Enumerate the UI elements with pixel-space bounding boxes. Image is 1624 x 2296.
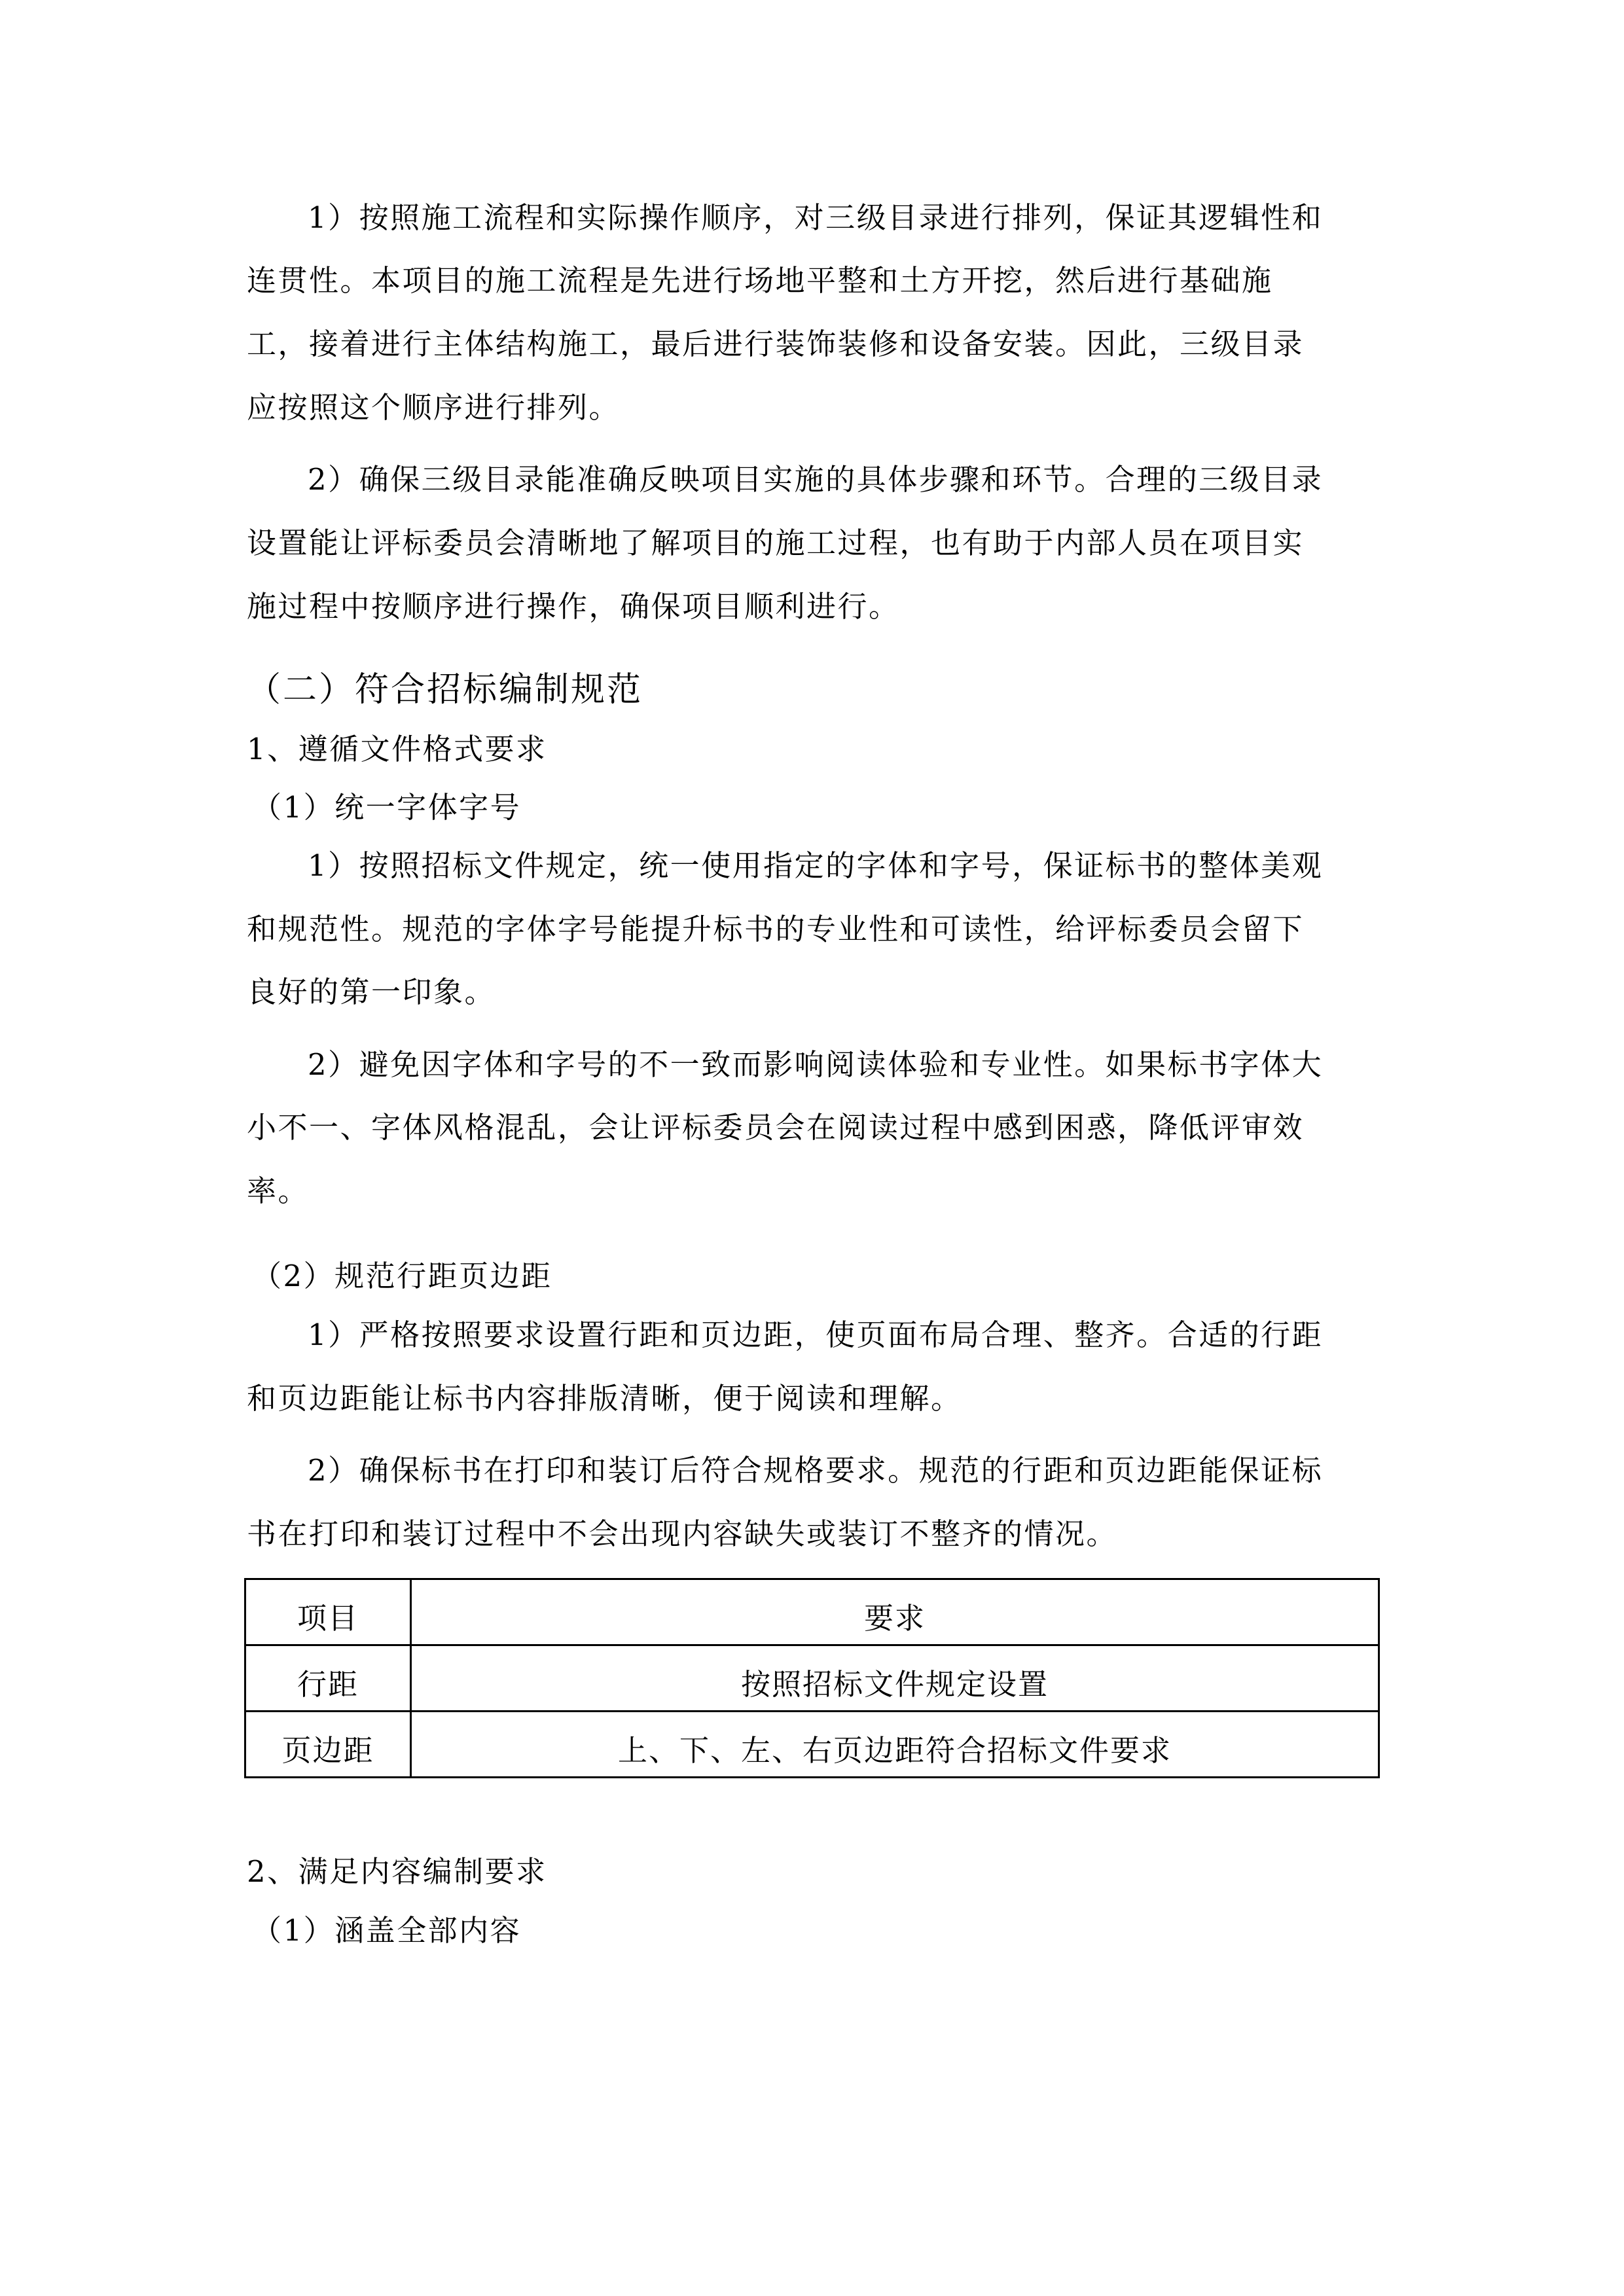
table-row [245, 1712, 1379, 1778]
paragraph-line: 设置能让评标委员会清晰地了解项目的施工过程，也有助于内部人员在项目实 [247, 526, 1305, 560]
paragraph-line: 率。 [247, 1174, 310, 1208]
sub-subsection-heading: （1）涵盖全部内容 [252, 1913, 522, 1948]
paragraph-line: 2）确保标书在打印和装订后符合规格要求。规范的行距和页边距能保证标 [308, 1453, 1324, 1488]
paragraph-line: 应按照这个顺序进行排列。 [247, 390, 621, 425]
paragraph-line: 1）严格按照要求设置行距和页边距，使页面布局合理、整齐。合适的行距 [308, 1318, 1324, 1352]
table-header-row [245, 1579, 1379, 1645]
paragraph-line: 和页边距能让标书内容排版清晰，便于阅读和理解。 [247, 1381, 962, 1416]
table-cell: 行距 [245, 1645, 411, 1712]
table-cell: 页边距 [245, 1712, 411, 1778]
paragraph-line: 工，接着进行主体结构施工，最后进行装饰装修和设备安装。因此，三级目录 [247, 327, 1305, 361]
sub-subsection-heading: （2）规范行距页边距 [252, 1259, 552, 1293]
paragraph-line: 2）避免因字体和字号的不一致而影响阅读体验和专业性。如果标书字体大 [308, 1047, 1324, 1082]
table-cell: 按照招标文件规定设置 [411, 1645, 1379, 1712]
paragraph-line: 书在打印和装订过程中不会出现内容缺失或装订不整齐的情况。 [247, 1516, 1118, 1551]
paragraph-line: 和规范性。规范的字体字号能提升标书的专业性和可读性，给评标委员会留下 [247, 912, 1305, 946]
subsection-heading: 1、遵循文件格式要求 [247, 732, 547, 766]
section-heading: （二）符合招标编制规范 [247, 670, 643, 709]
table-row [245, 1645, 1379, 1712]
table-header-cell: 项目 [245, 1579, 411, 1645]
paragraph-line: 小不一、字体风格混乱，会让评标委员会在阅读过程中感到困惑，降低评审效 [247, 1110, 1305, 1145]
paragraph-line: 1）按照施工流程和实际操作顺序，对三级目录进行排列，保证其逻辑性和 [308, 200, 1324, 235]
paragraph-line: 2）确保三级目录能准确反映项目实施的具体步骤和环节。合理的三级目录 [308, 462, 1324, 497]
table-cell: 上、下、左、右页边距符合招标文件要求 [411, 1712, 1379, 1778]
subsection-heading: 2、满足内容编制要求 [247, 1854, 547, 1889]
paragraph-line: 连贯性。本项目的施工流程是先进行场地平整和土方开挖，然后进行基础施 [247, 263, 1273, 298]
sub-subsection-heading: （1）统一字体字号 [252, 790, 522, 825]
paragraph-line: 良好的第一印象。 [247, 975, 496, 1009]
paragraph-line: 施过程中按顺序进行操作，确保项目顺利进行。 [247, 589, 900, 624]
requirements-table [244, 1578, 1380, 1778]
table-header-cell: 要求 [411, 1579, 1379, 1645]
paragraph-line: 1）按照招标文件规定，统一使用指定的字体和字号，保证标书的整体美观 [308, 848, 1324, 883]
